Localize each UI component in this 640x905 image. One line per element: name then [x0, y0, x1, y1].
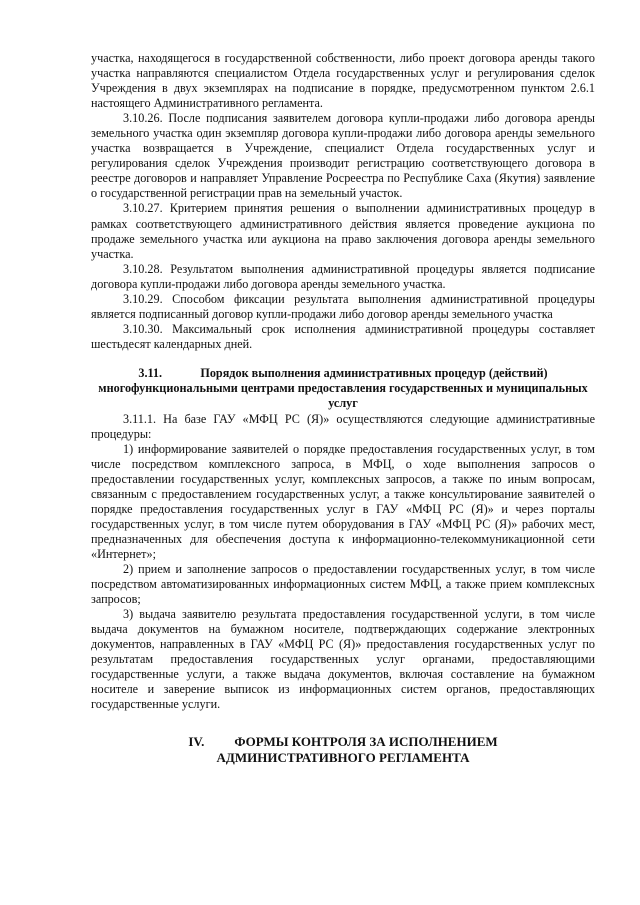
chapter-iv-heading: [91, 734, 595, 765]
paragraph-3-11-1: 3.11.1. На базе ГАУ «МФЦ РС (Я)» осуществляются следующие административные процедуры:: [91, 411, 595, 441]
paragraph-3-10-29: 3.10.29. Способом фиксации результата выполнения административной процедуры является подписанный договор купли-продажи либо договор аренды земельного участка: [91, 291, 595, 321]
section-3-11-heading-line1: [91, 366, 595, 381]
chapter-iv-title-line2: АДМИНИСТРАТИВНОГО РЕГЛАМЕНТА: [216, 749, 470, 765]
paragraph-3-10-28: 3.10.28. Результатом выполнения административной процедуры является подписание договора купли-продажи либо договора аренды земельного участка.: [91, 261, 595, 291]
chapter-iv-heading-line1: [91, 734, 595, 750]
list-item-1: 1) информирование заявителей о порядке предоставления государственных услуг, в том числе посредством комплексного запроса, в МФЦ, о ходе выполнения запросов о предоставлении государственных услуг, комплексных запросов, а также по иным вопросам, связанным с предоставлением государственных услуг, а также консультирование заявителей о порядке предоставления государственных услуг в ГАУ «МФЦ РС (Я)» и через порталы государственных услуг, в том числе путем оборудования в ГАУ «МФЦ РС (Я)» рабочих мест, предназначенных для обеспечения доступа к информационно-телекоммуникационной сети «Интернет»;: [91, 441, 595, 561]
document-body: [91, 51, 595, 765]
paragraph-3-10-26: 3.10.26. После подписания заявителем договора купли-продажи либо договора аренды земельного участка один экземпляр договора купли-продажи либо договора аренды земельного участка возвращается в Учреждение, специалист Отдела государственных услуг и регулирования сделок Учреждения производит регистрацию соответствующего договора в реестре договоров и направляет Управление Росреестра по Республике Саха (Якутия) заявление о государственной регистрации прав на земельный участок.: [91, 111, 595, 201]
list-item-2: 2) прием и заполнение запросов о предоставлении государственных услуг, в том числе посредством автоматизированных информационных систем МФЦ, а также прием комплексных запросов;: [91, 562, 595, 607]
section-3-11-title-rest: многофункциональными центрами предоставления государственных и муниципальных услуг: [98, 381, 588, 411]
paragraph-3-10-27: 3.10.27. Критерием принятия решения о выполнении административных процедур в рамках соответствующего административного действия является проведение аукциона по продаже земельного участка или аукциона на право заключения договора аренды земельного участка.: [91, 201, 595, 261]
chapter-iv-title-line1: ФОРМЫ КОНТРОЛЯ ЗА ИСПОЛНЕНИЕМ: [234, 734, 498, 750]
section-3-11-title-line1: Порядок выполнения административных процедур (действий): [200, 365, 548, 380]
paragraph-3-10-30: 3.10.30. Максимальный срок исполнения административной процедуры составляет шестьдесят календарных дней.: [91, 321, 595, 351]
paragraph-intro: участка, находящегося в государственной собственности, либо проект договора аренды такого участка направляются специалистом Отдела государственных услуг и регулирования сделок Учреждения в двух экземплярах на подписание в порядке, предусмотренном пунктом 2.6.1 настоящего Административного регламента.: [91, 51, 595, 111]
section-3-11-number: 3.11.: [138, 365, 163, 380]
chapter-iv-number: IV.: [188, 734, 205, 750]
section-3-11-heading: [91, 366, 595, 412]
list-item-3: 3) выдача заявителю результата предоставления государственной услуги, в том числе выдача документов на бумажном носителе, подтверждающих содержание электронных документов, направленных в ГАУ «МФЦ РС (Я)» предоставления государственных услуг по результатам предоставления государственных услуг органами, предоставляющими государственные услуги, а также выдача документов, включая составление на бумажном носителе и заверение выписок из информационных систем органов, предоставляющих государственные услуги.: [91, 607, 595, 712]
